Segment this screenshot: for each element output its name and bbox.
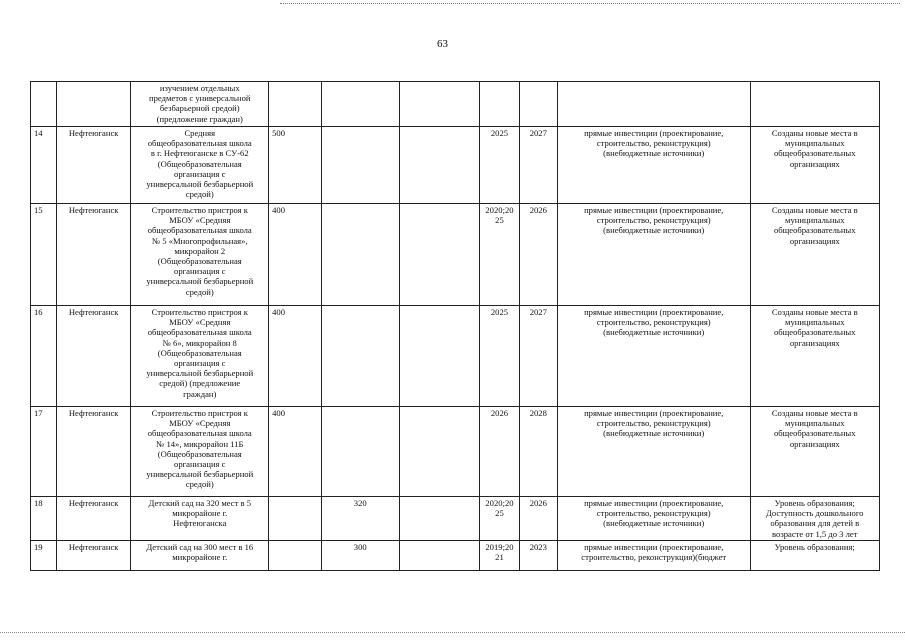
mechanism-cell [557, 127, 750, 204]
result-cell-line: Созданы новые места в [771, 205, 858, 215]
mechanism-cell-line: прямые инвестиции (проектирование, [584, 498, 724, 508]
result-cell [750, 204, 880, 306]
result-cell-line: Созданы новые места в [771, 128, 858, 138]
project-name-cell-line: (предложение граждан) [156, 113, 243, 124]
project-name-cell-line: общеобразовательная школа [147, 327, 252, 338]
mechanism-cell-line: прямые инвестиции (проектирование, [584, 541, 724, 552]
project-name-cell-line: Строительство пристроя к [151, 408, 248, 418]
result-cell [750, 407, 880, 497]
result-cell-line: Созданы новые места в [771, 307, 858, 317]
project-name-cell-line: МБОУ «Средняя [169, 317, 231, 328]
mechanism-cell [557, 204, 750, 306]
table-body [31, 82, 880, 571]
result-cell [750, 540, 880, 570]
table-row [31, 82, 880, 127]
result-cell-line: организациях [789, 158, 840, 169]
extra-cell [399, 127, 480, 204]
table-row [31, 497, 880, 541]
mechanism-cell-line: прямые инвестиции (проектирование, [584, 408, 724, 418]
municipality-cell [56, 82, 131, 127]
year-end-cell: 2028 [519, 407, 557, 497]
project-name-cell-line: организация с [174, 358, 226, 369]
extra-cell [399, 82, 480, 127]
row-number: 19 [31, 540, 57, 570]
result-cell [750, 497, 880, 541]
project-name-cell-line: микрорайоне г. [172, 508, 228, 519]
extra-cell [399, 497, 480, 541]
project-name-cell-line: организация с [174, 168, 226, 179]
result-cell-line: образования для детей в [770, 518, 860, 529]
table-row [31, 204, 880, 306]
table-row [31, 127, 880, 204]
indicator-cell [269, 540, 322, 570]
municipality-cell: Нефтеюганск [56, 407, 131, 497]
year-end-cell: 2026 [519, 204, 557, 306]
result-cell [750, 82, 880, 127]
municipality-cell: Нефтеюганск [56, 306, 131, 407]
project-name-cell-line: Строительство пристроя к [151, 205, 248, 215]
result-cell-line: Доступность дошкольного [766, 508, 864, 519]
scan-edge-top [280, 3, 900, 4]
project-name-cell-line: № 14», микрорайон 11Б [156, 438, 244, 449]
result-cell-line: Уровень образования; [774, 498, 855, 508]
project-name-cell-line: Средняя [184, 128, 216, 138]
project-name-cell-line: предметов с универсальной [149, 93, 251, 104]
result-cell-line: муниципальных [785, 138, 845, 149]
project-name-cell-line: МБОУ «Средняя [169, 215, 231, 226]
project-name-cell [131, 82, 269, 127]
extra-cell [399, 204, 480, 306]
mechanism-cell-line: (внебюджетные источники) [603, 148, 705, 159]
extra-cell [399, 407, 480, 497]
year-start-cell [480, 540, 519, 570]
mechanism-cell-line: (внебюджетные источники) [603, 225, 705, 236]
result-cell [750, 306, 880, 407]
project-name-cell-line: средой) [185, 189, 214, 200]
year-start-cell-line: 25 [495, 215, 504, 226]
project-name-cell-line: МБОУ «Средняя [169, 418, 231, 429]
row-number: 15 [31, 204, 57, 306]
project-name-cell-line: общеобразовательная школа [147, 138, 252, 149]
mechanism-cell-line: строительство, реконструкция) [596, 508, 711, 519]
year-start-cell [480, 204, 519, 306]
project-name-cell-line: универсальной безбарьерной [146, 276, 254, 287]
year-end-cell: 2027 [519, 127, 557, 204]
year-end-cell: 2026 [519, 497, 557, 541]
year-start-cell: 2025 [480, 127, 519, 204]
table-row [31, 407, 880, 497]
result-cell-line: организациях [789, 235, 840, 246]
project-name-cell [131, 306, 269, 407]
project-name-cell-line: Строительство пристроя к [151, 307, 248, 317]
project-name-cell-line: организация с [174, 266, 226, 277]
indicator-cell [269, 82, 322, 127]
natural-indicator-cell [321, 407, 399, 497]
natural-indicator-cell [321, 306, 399, 407]
year-start-cell [480, 82, 519, 127]
mechanism-cell [557, 497, 750, 541]
year-start-cell-line: 2019;20 [485, 541, 514, 552]
extra-cell [399, 306, 480, 407]
year-start-cell [480, 497, 519, 541]
project-name-cell-line: микрорайоне г. [172, 552, 228, 563]
municipality-cell: Нефтеюганск [56, 204, 131, 306]
mechanism-cell-line: прямые инвестиции (проектирование, [584, 128, 724, 138]
year-start-cell-line: 21 [495, 552, 504, 563]
mechanism-cell-line: строительство, реконструкция) [596, 317, 711, 328]
table-row [31, 540, 880, 570]
mechanism-cell-line: строительство, реконструкция)(бюджет [581, 552, 727, 563]
mechanism-cell [557, 306, 750, 407]
mechanism-cell [557, 82, 750, 127]
project-name-cell-line: изучением отдельных [159, 83, 240, 93]
row-number: 17 [31, 407, 57, 497]
mechanism-cell-line: прямые инвестиции (проектирование, [584, 307, 724, 317]
municipality-cell: Нефтеюганск [56, 540, 131, 570]
project-name-cell-line: Детский сад на 320 мест в 5 [148, 498, 252, 508]
row-number: 16 [31, 306, 57, 407]
mechanism-cell-line: строительство, реконструкция) [596, 138, 711, 149]
project-name-cell-line: безбарьерной средой) [159, 103, 240, 114]
municipality-cell: Нефтеюганск [56, 127, 131, 204]
project-name-cell-line: организация с [174, 459, 226, 470]
mechanism-cell-line: (внебюджетные источники) [603, 518, 705, 529]
mechanism-cell-line: (внебюджетные источники) [603, 428, 705, 439]
mechanism-cell [557, 407, 750, 497]
row-number: 14 [31, 127, 57, 204]
year-start-cell-line: 2020;20 [485, 498, 514, 508]
natural-indicator-cell [321, 82, 399, 127]
natural-indicator-cell: 320 [321, 497, 399, 541]
project-name-cell-line: микрорайон 2 [174, 245, 226, 256]
municipality-cell: Нефтеюганск [56, 497, 131, 541]
result-cell [750, 127, 880, 204]
result-cell-line: возрасте от 1,5 до 3 лет [772, 528, 858, 539]
investment-projects-table [30, 81, 880, 571]
result-cell-line: организациях [789, 337, 840, 348]
indicator-cell: 400 [269, 407, 322, 497]
result-cell-line: муниципальных [785, 317, 845, 328]
table-row [31, 306, 880, 407]
project-name-cell-line: № 6», микрорайон 8 [162, 337, 237, 348]
project-name-cell-line: Нефтеюганска [173, 518, 227, 529]
year-end-cell [519, 82, 557, 127]
project-name-cell [131, 204, 269, 306]
mechanism-cell-line: строительство, реконструкция) [596, 418, 711, 429]
result-cell-line: общеобразовательных [773, 428, 856, 439]
project-name-cell-line: средой) (предложение [159, 378, 241, 389]
natural-indicator-cell [321, 204, 399, 306]
extra-cell [399, 540, 480, 570]
project-name-cell [131, 497, 269, 541]
project-name-cell-line: средой) [185, 479, 214, 490]
result-cell-line: общеобразовательных [773, 327, 856, 338]
indicator-cell: 500 [269, 127, 322, 204]
natural-indicator-cell: 300 [321, 540, 399, 570]
project-name-cell [131, 407, 269, 497]
year-start-cell: 2025 [480, 306, 519, 407]
mechanism-cell-line: (внебюджетные источники) [603, 327, 705, 338]
natural-indicator-cell [321, 127, 399, 204]
year-start-cell-line: 2020;20 [485, 205, 514, 215]
project-name-cell [131, 540, 269, 570]
indicator-cell: 400 [269, 306, 322, 407]
result-cell-line: общеобразовательных [773, 225, 856, 236]
result-cell-line: организациях [789, 438, 840, 449]
result-cell-line: Уровень образования; [774, 541, 855, 552]
project-name-cell-line: общеобразовательная школа [147, 225, 252, 236]
year-start-cell-line: 25 [495, 508, 504, 519]
project-name-cell-line: универсальной безбарьерной [146, 179, 254, 190]
result-cell-line: муниципальных [785, 215, 845, 226]
project-name-cell-line: (Общеобразовательная [157, 158, 242, 169]
year-end-cell: 2023 [519, 540, 557, 570]
project-name-cell-line: Детский сад на 300 мест в 16 [146, 541, 254, 552]
project-name-cell-line: универсальной безбарьерной [146, 469, 254, 480]
project-name-cell [131, 127, 269, 204]
result-cell-line: муниципальных [785, 418, 845, 429]
indicator-cell [269, 497, 322, 541]
mechanism-cell-line: прямые инвестиции (проектирование, [584, 205, 724, 215]
scan-edge-bottom [0, 632, 905, 633]
project-name-cell-line: граждан) [183, 388, 217, 399]
result-cell-line: общеобразовательных [773, 148, 856, 159]
project-name-cell-line: общеобразовательная школа [147, 428, 252, 439]
year-end-cell: 2027 [519, 306, 557, 407]
page-number: 63 [437, 38, 448, 50]
project-name-cell-line: (Общеобразовательная [157, 347, 242, 358]
indicator-cell: 400 [269, 204, 322, 306]
mechanism-cell [557, 540, 750, 570]
project-name-cell-line: (Общеобразовательная [157, 448, 242, 459]
project-name-cell-line: средой) [185, 286, 214, 297]
project-name-cell-line: № 5 «Многопрофильная», [151, 235, 248, 246]
row-number: 18 [31, 497, 57, 541]
project-name-cell-line: в г. Нефтеюганске в СУ-62 [150, 148, 249, 159]
project-name-cell-line: (Общеобразовательная [157, 256, 242, 267]
row-number [31, 82, 57, 127]
result-cell-line: Созданы новые места в [771, 408, 858, 418]
mechanism-cell-line: строительство, реконструкция) [596, 215, 711, 226]
project-name-cell-line: универсальной безбарьерной [146, 368, 254, 379]
year-start-cell: 2026 [480, 407, 519, 497]
